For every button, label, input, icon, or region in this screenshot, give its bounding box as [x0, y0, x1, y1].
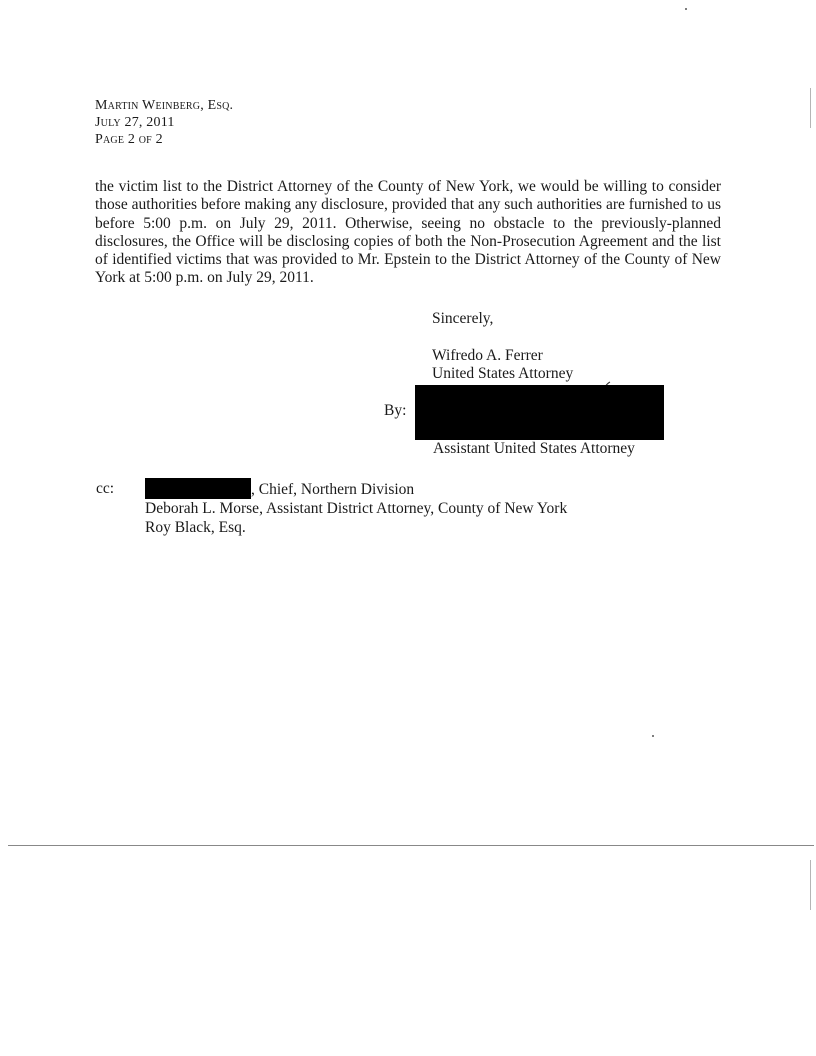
scan-edge-mark: [810, 88, 811, 128]
page-number-line: Page 2 of 2: [95, 132, 163, 147]
date-line: July 27, 2011: [95, 115, 175, 130]
addressee-line: Martin Weinberg, Esq.: [95, 98, 234, 113]
scan-speck: [652, 735, 654, 737]
cc-line-first: [145, 478, 567, 499]
scan-speck: [685, 8, 687, 10]
salutation: Sincerely,: [432, 310, 494, 327]
redacted-signature: [415, 385, 664, 440]
by-label: By:: [384, 402, 407, 419]
assistant-title: Assistant United States Attorney: [433, 440, 635, 457]
signer-name: Wifredo A. Ferrer: [432, 347, 543, 364]
signer-title: United States Attorney: [432, 365, 574, 382]
redacted-name: [145, 478, 251, 499]
cc-block: [145, 478, 567, 537]
letter-header: [95, 97, 233, 148]
cc-label: cc:: [96, 480, 115, 497]
cc-first-suffix: , Chief, Northern Division: [251, 481, 415, 498]
scan-edge-mark: [810, 860, 811, 910]
cc-recipient: Deborah L. Morse, Assistant District Attorney, County of New York: [145, 500, 568, 517]
body-paragraph: the victim list to the District Attorney of the County of New York, we would be willing to consider those authorities before making any disclosure, provided that any such authorities are furnished to us before 5:00 p.m. on July 29, 2011. Otherwise, seeing no obstacle to the previously-planned disclosures, the Office will be disclosing copies of both the Non-Prosecution Agreement and the list of identified victims that was provided to Mr. Epstein to the District Attorney of the County of New York at 5:00 p.m. on July 29, 2011.: [95, 178, 721, 287]
cc-recipient: Roy Black, Esq.: [145, 519, 246, 536]
scan-divider: [8, 845, 814, 846]
